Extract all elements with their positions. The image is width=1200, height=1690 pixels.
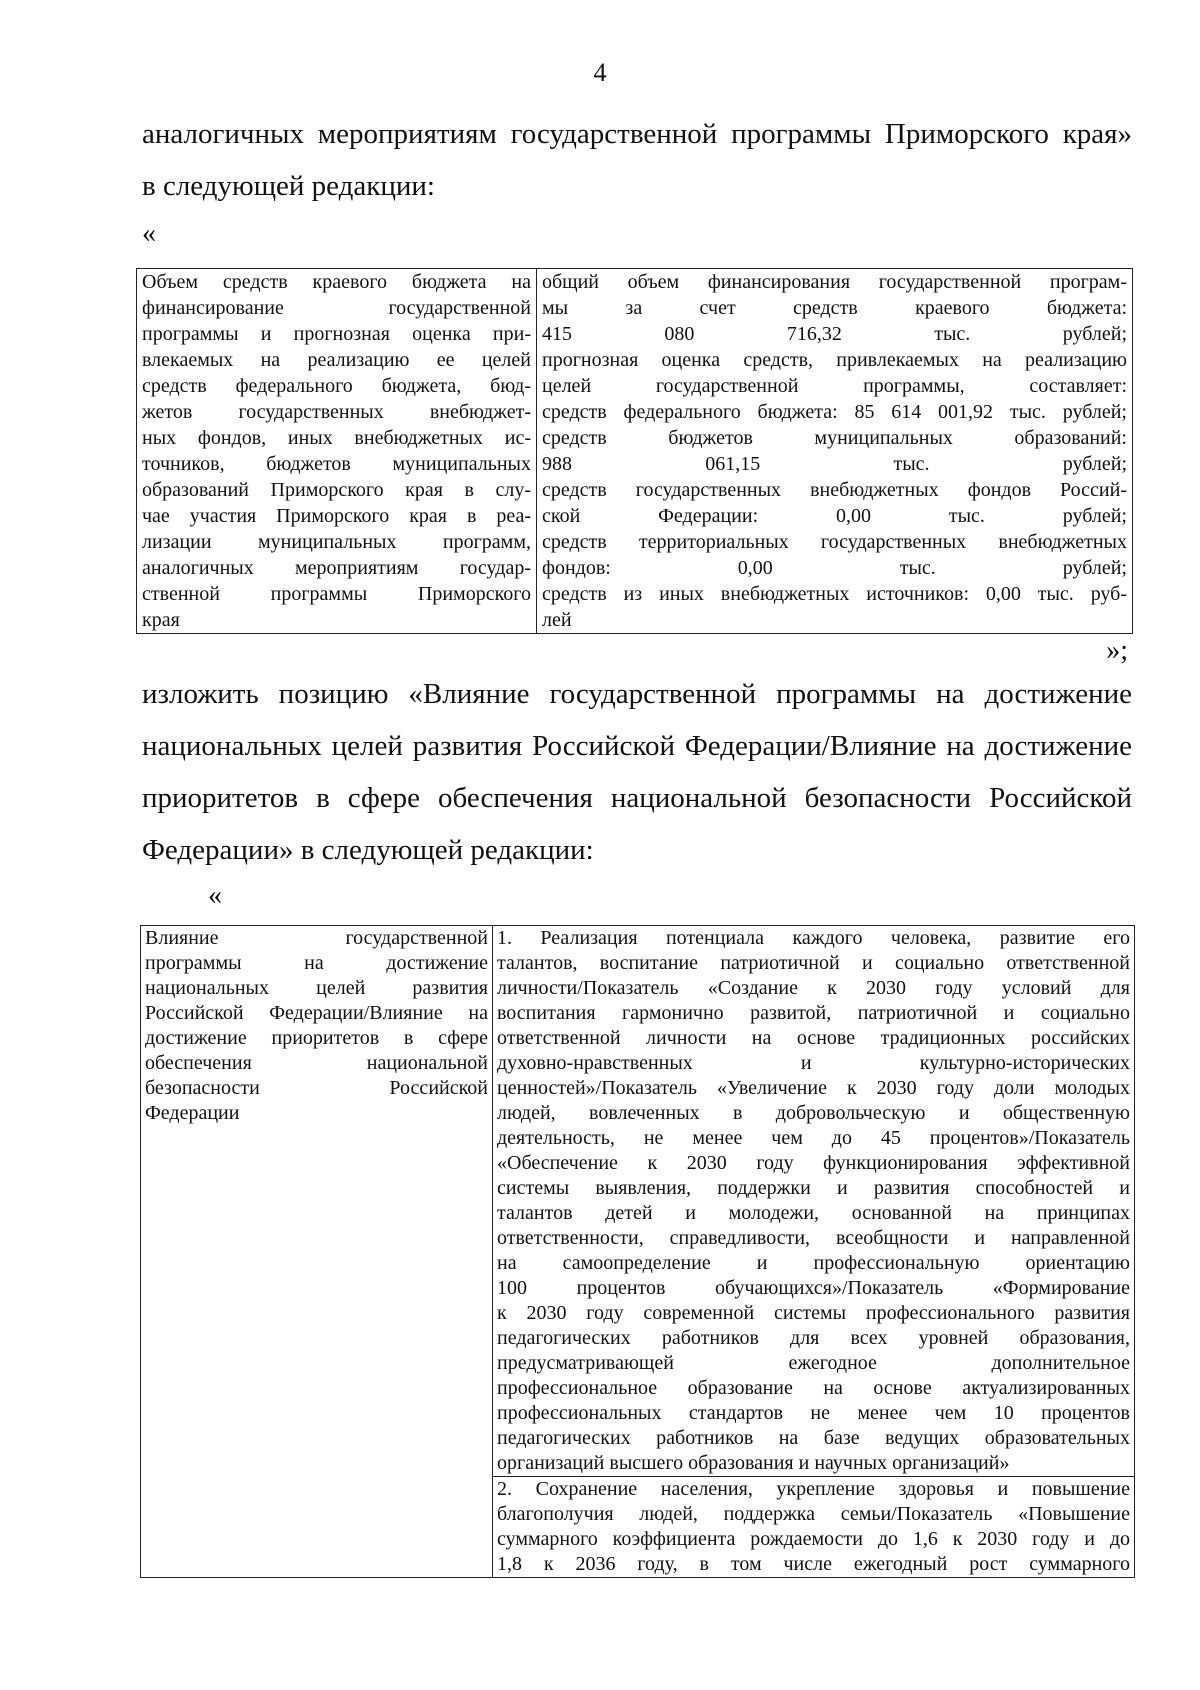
text-line: приоритетов в сфере обеспечения национальной безопасности Российской	[142, 782, 1132, 814]
text-line: благополучия людей, поддержка семьи/Показатель «Повышение	[497, 1503, 1130, 1525]
text-line: Объем средств краевого бюджета на	[142, 271, 531, 293]
text-line: педагогических работников для всех уровней образования,	[497, 1327, 1130, 1349]
text-line: Федерации» в следующей редакции:	[142, 834, 594, 866]
text-line: 1. Реализация потенциала каждого человека, развитие его	[497, 927, 1130, 949]
text-line: национальных целей развития	[145, 977, 488, 999]
text-line: влекаемых на реализацию ее целей	[142, 349, 531, 371]
text-line: мы за счет средств краевого бюджета:	[542, 297, 1127, 319]
text-line: лей	[542, 609, 572, 631]
text-line: края	[142, 609, 180, 631]
table-row	[141, 926, 1135, 1477]
goal-2-cell	[493, 1477, 1135, 1578]
close-quote: »;	[1106, 635, 1128, 666]
text-line: людей, вовлеченных в добровольческую и общественную	[497, 1102, 1130, 1124]
text-line: 1,8 к 2036 году, в том числе ежегодный рост суммарного	[497, 1553, 1130, 1575]
text-line: деятельность, не менее чем до 45 процентов»/Показатель	[497, 1127, 1130, 1149]
text-line: в следующей редакции:	[142, 170, 435, 202]
text-line: талантов детей и молодежи, основанной на принципах	[497, 1202, 1130, 1224]
text-line: «Обеспечение к 2030 году функционирования эффективной	[497, 1152, 1130, 1174]
text-line: 988 061,15 тыс. рублей;	[542, 453, 1127, 475]
text-line: системы выявления, поддержки и развития способностей и	[497, 1177, 1130, 1199]
text-line: обеспечения национальной	[145, 1052, 488, 1074]
text-line: ценностей»/Показатель «Увеличение к 2030 году доли молодых	[497, 1077, 1130, 1099]
text-line: предусматривающей ежегодное дополнительное	[497, 1352, 1130, 1374]
text-line: ответственности, справедливости, всеобщности и направленной	[497, 1227, 1130, 1249]
text-line: национальных целей развития Российской Федерации/Влияние на достижение	[142, 730, 1132, 762]
text-line: 2. Сохранение населения, укрепление здоровья и повышение	[497, 1478, 1130, 1500]
text-line: ных фондов, иных внебюджетных ис-	[142, 427, 531, 449]
text-line: средств из иных внебюджетных источников: 0,00 тыс. руб-	[542, 583, 1127, 605]
text-line: ответственной личности на основе традиционных российских	[497, 1027, 1130, 1049]
text-line: программы на достижение	[145, 952, 488, 974]
text-line: ской Федерации: 0,00 тыс. рублей;	[542, 505, 1127, 527]
page-number: 4	[593, 58, 607, 87]
text-line: Российской Федерации/Влияние на	[145, 1002, 488, 1024]
text-line: духовно-нравственных и культурно-исторических	[497, 1052, 1130, 1074]
text-line: общий объем финансирования государственной програм-	[542, 271, 1127, 293]
text-line: фондов: 0,00 тыс. рублей;	[542, 557, 1127, 579]
text-line: жетов государственных внебюджет-	[142, 401, 531, 423]
text-line: 100 процентов обучающихся»/Показатель «Формирование	[497, 1277, 1130, 1299]
financing-label-cell	[137, 269, 537, 634]
text-line: программы и прогнозная оценка при-	[142, 323, 531, 345]
text-line: средств территориальных государственных внебюджетных	[542, 531, 1127, 553]
text-line: педагогических работников на базе ведущих образовательных	[497, 1427, 1130, 1449]
text-line: суммарного коэффициента рождаемости до 1,6 к 2030 году и до	[497, 1528, 1130, 1550]
text-line: воспитания гармонично развитой, патриотичной и социально	[497, 1002, 1130, 1024]
text-line: средств бюджетов муниципальных образований:	[542, 427, 1127, 449]
text-line: образований Приморского края в слу-	[142, 479, 531, 501]
text-line: лизации муниципальных программ,	[142, 531, 531, 553]
text-line: организаций высшего образования и научных организаций»	[497, 1452, 1010, 1474]
text-line: целей государственной программы, составляет:	[542, 375, 1127, 397]
table-row	[137, 269, 1133, 634]
text-line: аналогичных мероприятиям государственной программы Приморского края»	[142, 118, 1132, 150]
financing-table	[136, 268, 1133, 634]
influence-label-cell	[141, 926, 493, 1578]
text-line: к 2030 году современной системы профессионального развития	[497, 1302, 1130, 1324]
text-line: профессиональных стандартов не менее чем 10 процентов	[497, 1402, 1130, 1424]
text-line: профессиональное образование на основе актуализированных	[497, 1377, 1130, 1399]
text-line: 415 080 716,32 тыс. рублей;	[542, 323, 1127, 345]
text-line: чае участия Приморского края в реа-	[142, 505, 531, 527]
text-line: ственной программы Приморского	[142, 583, 531, 605]
goal-1-cell	[493, 926, 1135, 1477]
text-line: Федерации	[145, 1102, 240, 1124]
open-quote-2: «	[208, 880, 222, 911]
intro-paragraph	[142, 108, 1132, 212]
open-quote: «	[142, 218, 156, 249]
national-goals-table	[140, 925, 1135, 1578]
text-line: личности/Показатель «Создание к 2030 году условий для	[497, 977, 1130, 999]
text-line: точников, бюджетов муниципальных	[142, 453, 531, 475]
text-line: прогнозная оценка средств, привлекаемых на реализацию	[542, 349, 1127, 371]
text-line: аналогичных мероприятиям государ-	[142, 557, 531, 579]
text-line: финансирование государственной	[142, 297, 531, 319]
text-line: средств федерального бюджета, бюд-	[142, 375, 531, 397]
text-line: средств государственных внебюджетных фондов Россий-	[542, 479, 1127, 501]
financing-value-cell	[537, 269, 1133, 634]
text-line: на самоопределение и профессиональную ориентацию	[497, 1252, 1130, 1274]
text-line: талантов, воспитание патриотичной и социально ответственной	[497, 952, 1130, 974]
instruction-paragraph	[142, 668, 1132, 876]
text-line: Влияние государственной	[145, 927, 488, 949]
text-line: безопасности Российской	[145, 1077, 488, 1099]
text-line: средств федерального бюджета: 85 614 001,92 тыс. рублей;	[542, 401, 1127, 423]
text-line: достижение приоритетов в сфере	[145, 1027, 488, 1049]
text-line: изложить позицию «Влияние государственной программы на достижение	[142, 678, 1132, 710]
